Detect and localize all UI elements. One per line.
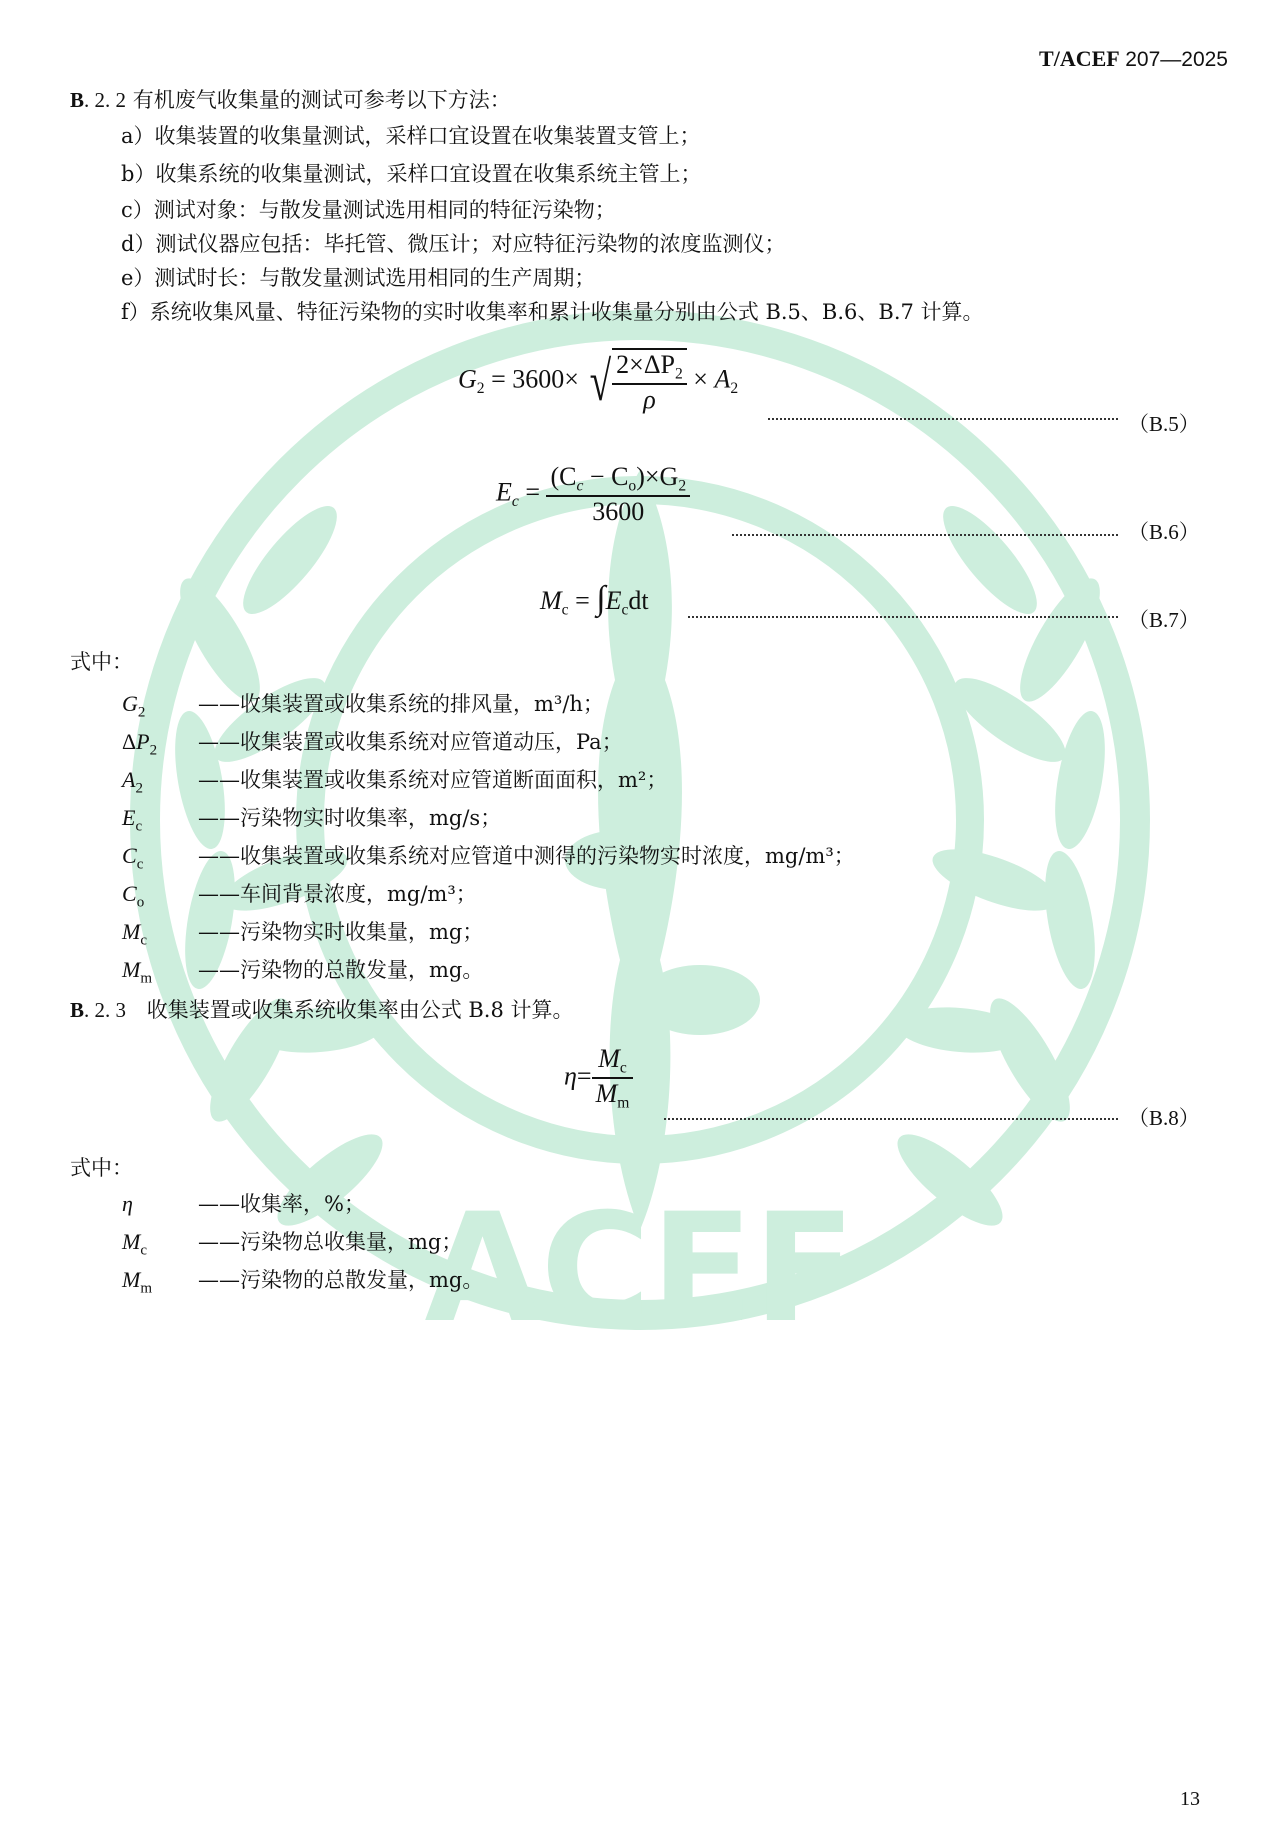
leader-dots-b6 bbox=[732, 534, 1118, 536]
definition-text: ——污染物总收集量，mg； bbox=[198, 1230, 463, 1254]
definition-symbol: $\Delta P_2$ bbox=[122, 729, 158, 759]
equation-b5: $G_2 = 3600\times$ √ $\frac{2\times\Delta P_2}{\rho}$ × $A_2$ bbox=[458, 350, 739, 415]
definition-row bbox=[122, 1266, 483, 1302]
list-item-f: f）系统收集风量、特征污染物的实时收集率和累计收集量分别由公式 B.5、B.6、B.7 计算。 bbox=[121, 300, 984, 324]
definition-symbol: $M_c$ bbox=[122, 1229, 147, 1259]
list-item-a: a）收集装置的收集量测试，采样口宜设置在收集装置支管上； bbox=[121, 124, 701, 148]
list-item-d: d）测试仪器应包括：毕托管、微压计；对应特征污染物的浓度监测仪； bbox=[121, 232, 786, 256]
definition-symbol: $M_c$ bbox=[122, 919, 147, 949]
equation-label-b6: （B.6） bbox=[1128, 520, 1200, 544]
standard-prefix: T/ACEF bbox=[1039, 46, 1120, 71]
definition-row bbox=[122, 690, 604, 726]
watermark-text: ACEF bbox=[424, 1182, 856, 1356]
definition-text: ——收集装置或收集系统对应管道中测得的污染物实时浓度，mg/m³； bbox=[198, 844, 855, 868]
definition-symbol: $E_c$ bbox=[122, 805, 143, 835]
definition-row bbox=[122, 804, 501, 840]
definition-row bbox=[122, 918, 483, 954]
definition-row bbox=[122, 1228, 462, 1264]
definition-symbol: $M_m$ bbox=[122, 957, 152, 987]
definition-text: ——污染物实时收集率，mg/s； bbox=[198, 806, 502, 830]
standard-number: 207—2025 bbox=[1125, 48, 1228, 71]
where-heading-1: 式中： bbox=[70, 650, 133, 674]
section-b23-heading: B. 2. 3 收集装置或收集系统收集率由公式 B.8 计算。 bbox=[70, 998, 574, 1022]
equation-b7: $M_c = \int E_cdt$ bbox=[540, 580, 649, 619]
definition-text: ——车间背景浓度，mg/m³； bbox=[198, 882, 477, 906]
list-item-e: e）测试时长：与散发量测试选用相同的生产周期； bbox=[121, 266, 596, 290]
definition-symbol: η bbox=[122, 1191, 133, 1216]
definition-symbol: $G_2$ bbox=[122, 691, 146, 721]
definition-symbol: $C_o$ bbox=[122, 881, 145, 911]
leader-dots-b7 bbox=[688, 616, 1118, 618]
section-b22-heading: B. 2. 2 有机废气收集量的测试可参考以下方法： bbox=[70, 88, 511, 112]
definition-text: ——收集装置或收集系统对应管道动压，Pa； bbox=[198, 730, 623, 754]
section-b22-title: 有机废气收集量的测试可参考以下方法： bbox=[132, 88, 511, 112]
definition-row bbox=[122, 766, 667, 802]
where-heading-2: 式中： bbox=[70, 1156, 133, 1180]
section-b23-title: 收集装置或收集系统收集率由公式 B.8 计算。 bbox=[146, 998, 574, 1022]
definition-text: ——污染物实时收集量，mg； bbox=[198, 920, 484, 944]
definition-symbol: $C_c$ bbox=[122, 843, 144, 873]
definition-row bbox=[122, 842, 855, 878]
list-item-b: b）收集系统的收集量测试，采样口宜设置在收集系统主管上； bbox=[121, 162, 702, 186]
equation-label-b7: （B.7） bbox=[1128, 608, 1200, 632]
definition-row bbox=[122, 880, 477, 916]
document-header bbox=[1039, 46, 1228, 72]
page-number: 13 bbox=[1180, 1788, 1200, 1810]
equation-label-b8: （B.8） bbox=[1128, 1106, 1200, 1130]
equation-label-b5: （B.5） bbox=[1128, 412, 1200, 436]
equation-b6: $E_c$ = $\frac{(C_c - C_o)\times G_2}{3600}$ bbox=[496, 462, 690, 527]
definition-symbol: $M_m$ bbox=[122, 1267, 152, 1297]
definition-row bbox=[122, 728, 623, 764]
leader-dots-b8 bbox=[664, 1118, 1118, 1120]
definition-text: ——污染物的总散发量，mg。 bbox=[198, 958, 484, 982]
definition-row bbox=[122, 956, 483, 992]
definition-symbol: $A_2$ bbox=[122, 767, 143, 797]
definition-row bbox=[122, 1190, 365, 1218]
definition-text: ——收集装置或收集系统对应管道断面面积，m²； bbox=[198, 768, 668, 792]
definition-text: ——收集装置或收集系统的排风量，m³/h； bbox=[198, 692, 604, 716]
equation-b8: η= $\frac{M_c}{M_m}$ bbox=[564, 1044, 633, 1113]
definition-text: ——收集率，%； bbox=[198, 1192, 365, 1216]
leader-dots-b5 bbox=[768, 418, 1118, 420]
definition-text: ——污染物的总散发量，mg。 bbox=[198, 1268, 484, 1292]
list-item-c: c）测试对象：与散发量测试选用相同的特征污染物； bbox=[121, 198, 616, 222]
